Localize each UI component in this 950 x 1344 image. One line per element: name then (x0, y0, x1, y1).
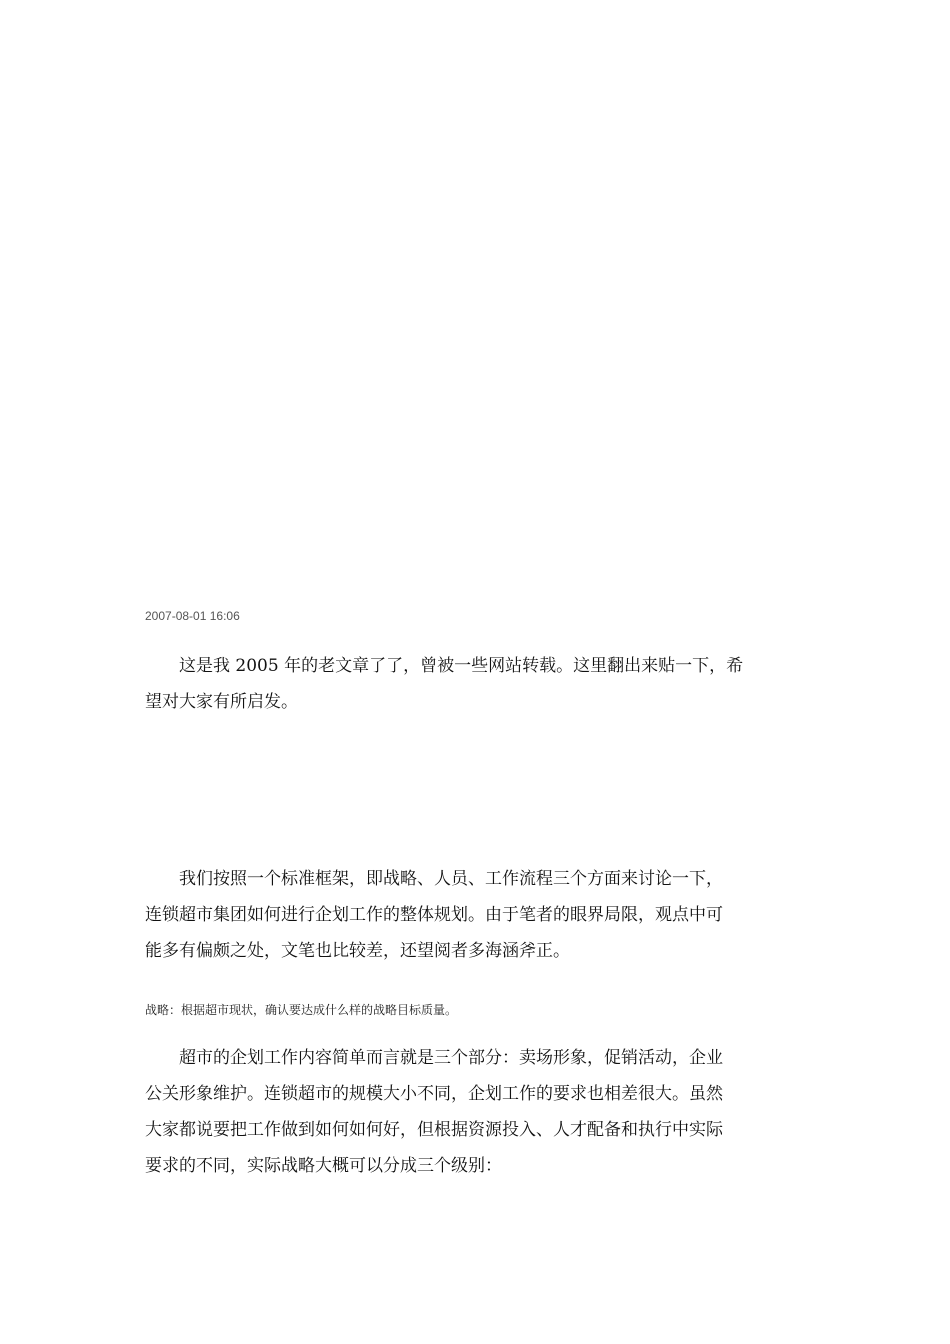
framework-line-2: 连锁超市集团如何进行企划工作的整体规划。由于笔者的眼界局限，观点中可 (145, 905, 723, 925)
intro-line-2: 望对大家有所启发。 (145, 692, 298, 712)
framework-paragraph (145, 861, 805, 969)
framework-line-3: 能多有偏颇之处，文笔也比较差，还望阅者多海涵斧正。 (145, 941, 570, 961)
body-line-4: 要求的不同，实际战略大概可以分成三个级别： (145, 1156, 502, 1176)
body-paragraph (145, 1040, 805, 1184)
strategy-heading: 战略：根据超市现状，确认要达成什么样的战略目标质量。 (145, 1003, 458, 1017)
framework-line-1: 我们按照一个标准框架，即战略、人员、工作流程三个方面来讨论一下， (179, 869, 723, 889)
intro-line-1: 这是我 2005 年的老文章了了，曾被一些网站转载。这里翻出来贴一下，希 (179, 656, 744, 676)
body-line-1: 超市的企划工作内容简单而言就是三个部分：卖场形象，促销活动，企业 (179, 1048, 723, 1068)
body-line-3: 大家都说要把工作做到如何如何好，但根据资源投入、人才配备和执行中实际 (145, 1120, 723, 1140)
intro-paragraph (145, 648, 805, 720)
body-line-2: 公关形象维护。连锁超市的规模大小不同，企划工作的要求也相差很大。虽然 (145, 1084, 723, 1104)
post-timestamp: 2007-08-01 16:06 (145, 609, 240, 623)
